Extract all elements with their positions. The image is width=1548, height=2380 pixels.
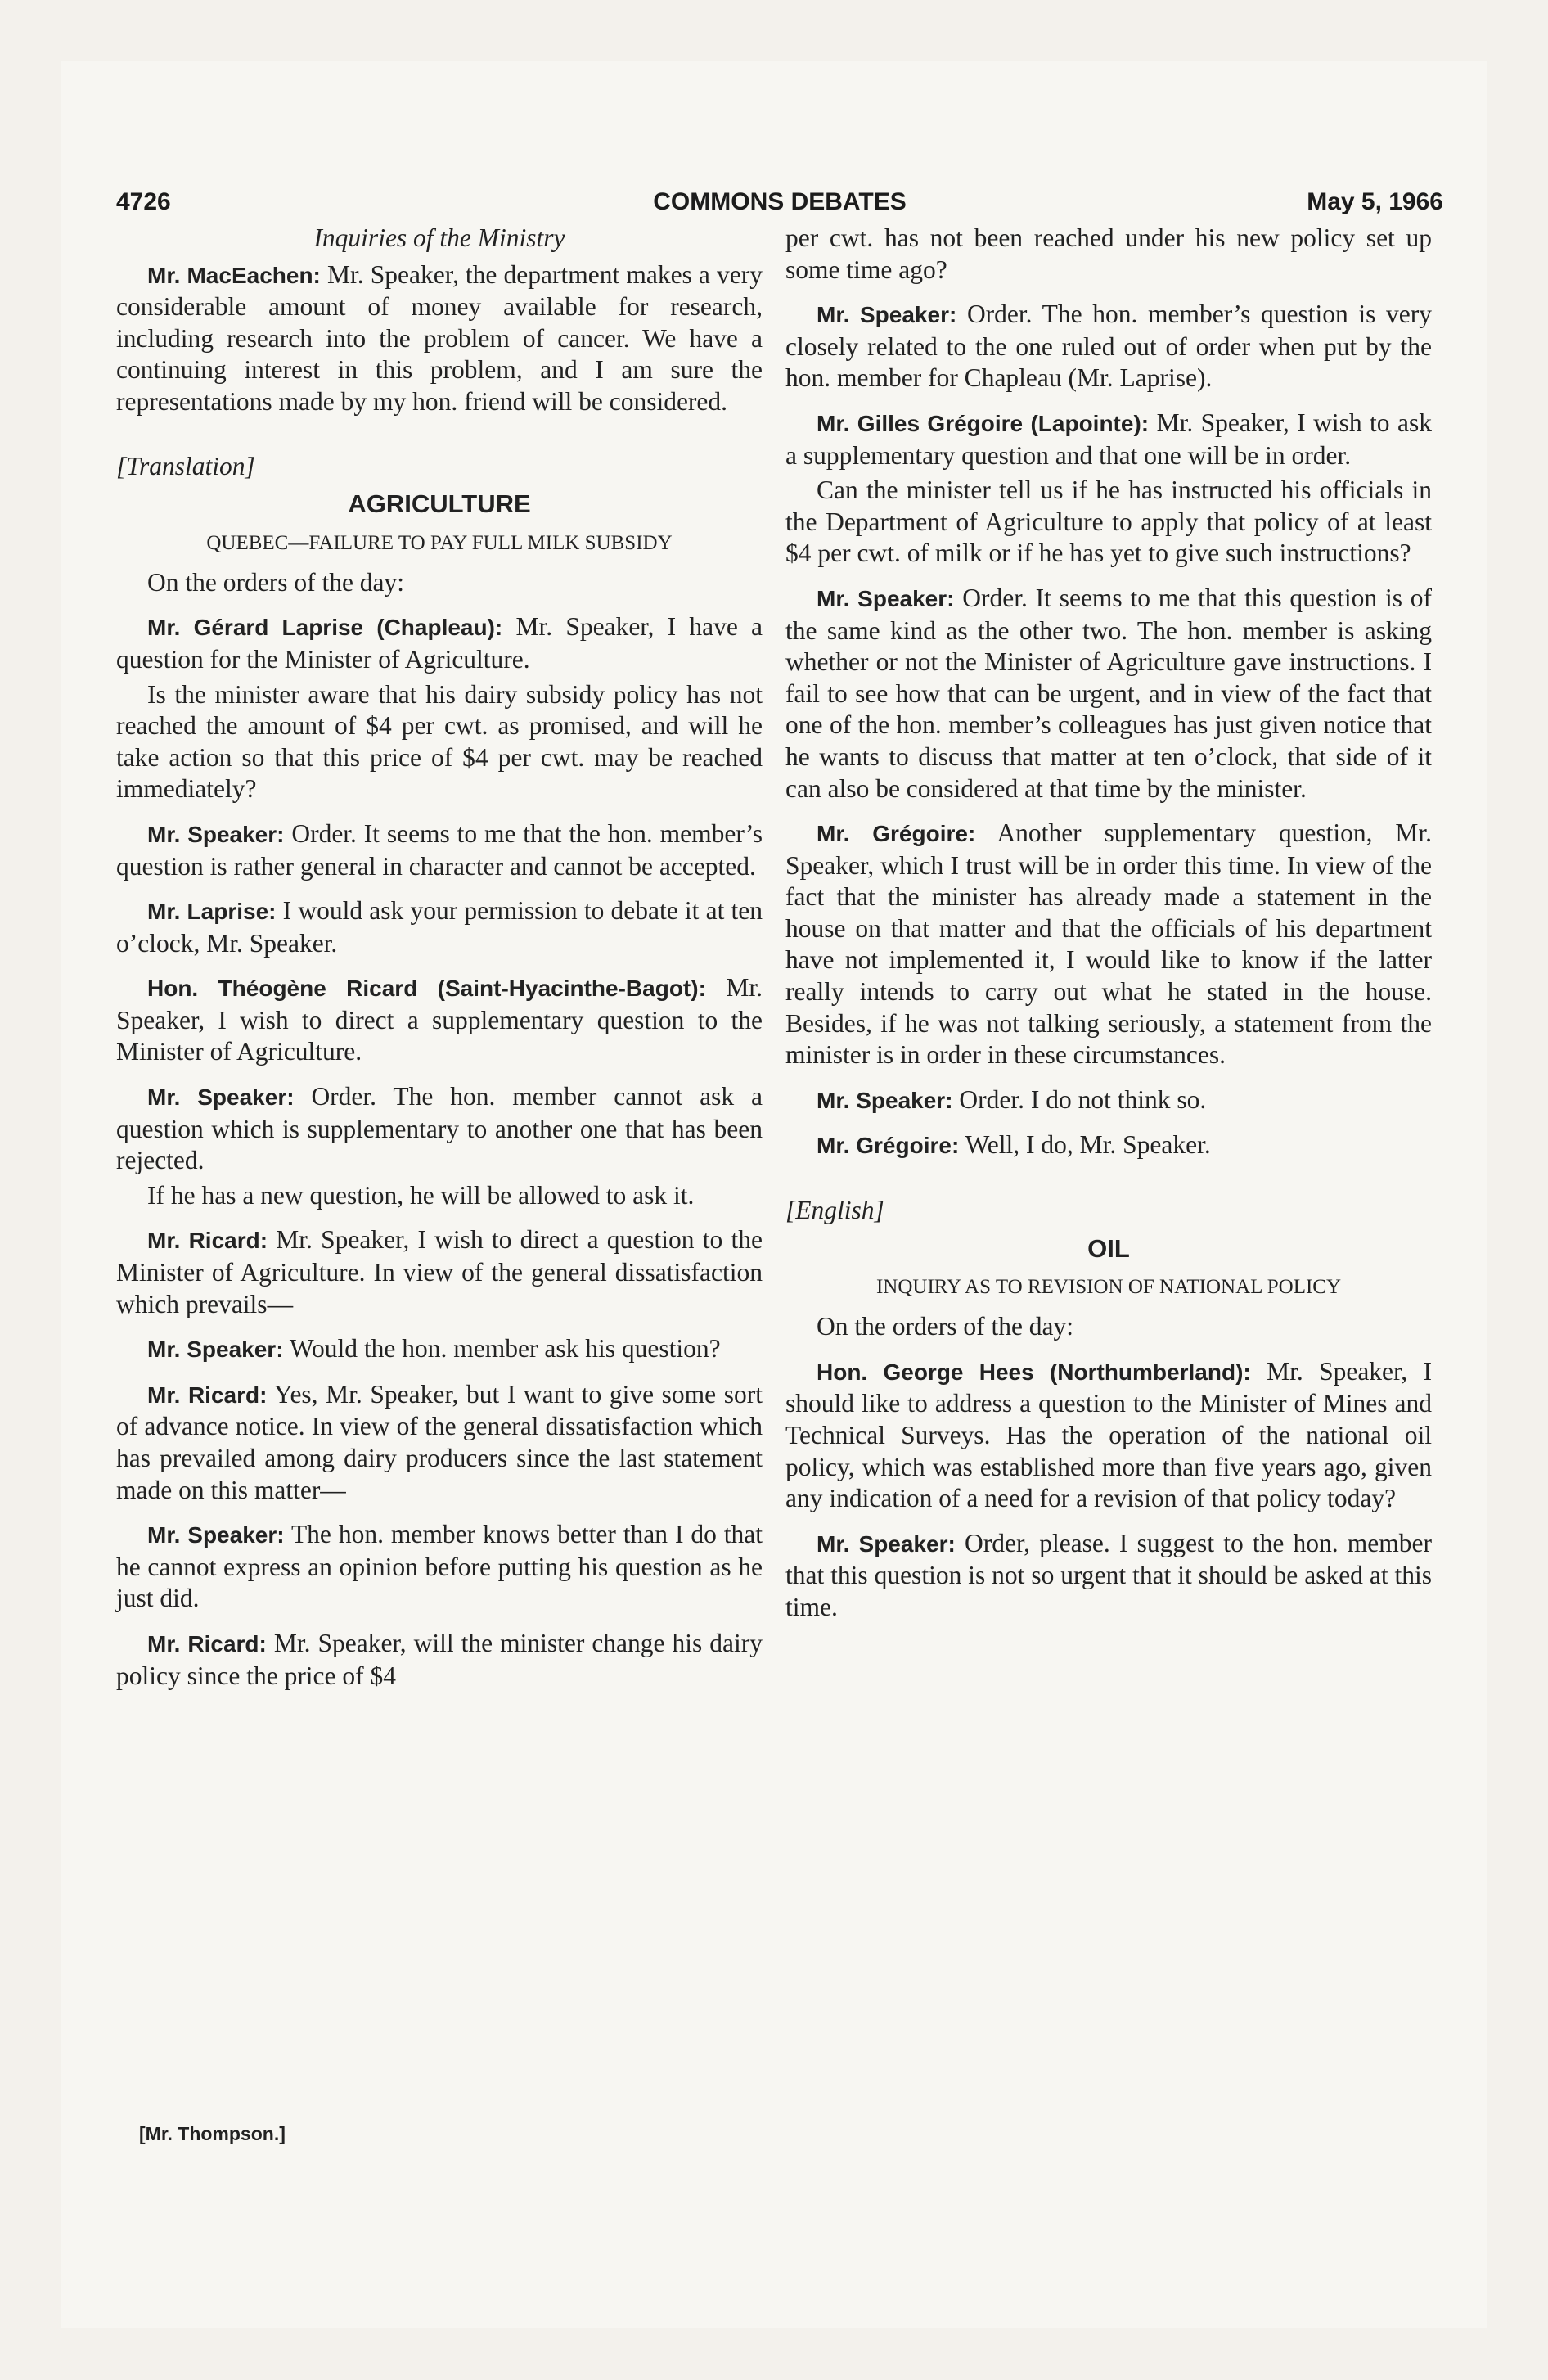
speech-paragraph [785, 223, 1432, 286]
speaker-name: Mr. Speaker: [147, 1084, 295, 1111]
speaker-name: Mr. Laprise: [147, 899, 277, 925]
section-subheading: INQUIRY AS TO REVISION OF NATIONAL POLICY [875, 1276, 1342, 1299]
speaker-name: Mr. MacEachen: [147, 262, 321, 288]
speech-text: Yes, Mr. Speaker, but I want to give some sort of advance notice. In view of the general dissatisfaction which has prevailed among dairy producers since the last statement made on this matter— [116, 1379, 763, 1504]
page-footer-speaker: [Mr. Thompson.] [139, 2123, 286, 2144]
speech-text: I would ask your permission to debate it at ten o’clock, Mr. Speaker. [116, 896, 763, 958]
issue-date: May 5, 1966 [1307, 188, 1443, 215]
speech-text: Mr. Speaker, I wish to ask a supplementary question and that one will be in order. [785, 408, 1432, 470]
speaker-name: Mr. Speaker: [817, 585, 955, 611]
speaker-name: Mr. Grégoire: [817, 821, 976, 847]
speech-text: Order. It seems to me that this question is of the same kind as the other two. The hon. member is asking whether or not the Minister of Agriculture gave instructions. I fail to see how that can be urgent, and in view of the fact that one of the hon. member’s colleagues has just given notice that he wants to discuss that matter at ten o’clock, that side of it can also be considered at that time by the minister. [785, 583, 1433, 803]
speech-text: Mr. Speaker, will the minister change his dairy policy since the price of $4 [116, 1628, 763, 1690]
speaker-name: Mr. Speaker: [147, 821, 285, 847]
speech-paragraph [116, 895, 763, 959]
speech-paragraph [785, 583, 1432, 805]
speech-paragraph [785, 1084, 1432, 1117]
speech-paragraph [116, 1081, 763, 1177]
speech-text: Is the minister aware that his dairy subsidy policy has not reached the amount of $4 per cwt. as promised, and will he take action so that this price of $4 per cwt. may be reached immediately? [116, 679, 763, 804]
speech-paragraph [116, 1379, 763, 1506]
publication-title: COMMONS DEBATES [653, 188, 907, 215]
speech-text: Another supplementary question, Mr. Speaker, which I trust will be in order this time. In view of the fact that the minister has already made a statement in the house on that matter and that the officials of his department have not implemented it, I would like to know if the latter really intends to carry out what he stated in the house. Besides, if he was not talking seriously, a statement from the minister is in order in these circumstances. [785, 818, 1433, 1070]
speech-paragraph [785, 1356, 1432, 1515]
speaker-name: Mr. Speaker: [147, 1522, 285, 1548]
speaker-name: Mr. Speaker: [817, 1530, 956, 1557]
speech-paragraph [785, 408, 1432, 471]
speaker-name: Mr. Speaker: [147, 1336, 284, 1363]
speaker-name: Mr. Speaker: [817, 1087, 953, 1113]
right-column [785, 223, 1432, 1637]
speech-paragraph [116, 818, 763, 882]
speech-paragraph [116, 679, 763, 805]
page-number: 4726 [116, 188, 171, 215]
section-title: OIL [1087, 1233, 1130, 1263]
speech-text: Mr. Speaker, I wish to direct a question to the Minister of Agriculture. In view of the general dissatisfaction which prevails— [116, 1225, 763, 1318]
speech-paragraph [785, 1528, 1432, 1624]
speech-text: If he has a new question, he will be allowed to ask it. [147, 1180, 695, 1210]
speech-paragraph [116, 1333, 763, 1366]
speech-text: Would the hon. member ask his question? [289, 1334, 721, 1364]
speech-paragraph [116, 611, 763, 675]
speech-text: Order, please. I suggest to the hon. member that this question is not so urgent that it should be asked at this time. [785, 1528, 1432, 1621]
speaker-name: Mr. Ricard: [147, 1630, 267, 1657]
section-subheading: QUEBEC—FAILURE TO PAY FULL MILK SUBSIDY [206, 531, 673, 554]
speech-paragraph [116, 1180, 763, 1212]
section-title: AGRICULTURE [348, 489, 531, 519]
running-head: Inquiries of the Ministry [313, 223, 565, 252]
speech-text: Order. The hon. member cannot ask a question which is supplementary to another one that has been rejected. [116, 1082, 763, 1175]
speaker-name: Mr. Speaker: [817, 302, 957, 328]
speaker-name: Mr. Ricard: [147, 1382, 268, 1408]
speech-paragraph [116, 1628, 763, 1692]
speech-text: Well, I do, Mr. Speaker. [965, 1130, 1211, 1160]
speaker-name: Mr. Gérard Laprise (Chapleau): [147, 615, 503, 641]
speech-paragraph [785, 475, 1432, 570]
speech-paragraph [116, 972, 763, 1068]
speech-text: Order. The hon. member’s question is very closely related to the one ruled out of order when put by the hon. member for Chapleau (Mr. Laprise). [785, 300, 1433, 393]
page-header [116, 188, 1443, 226]
speech-paragraph [785, 299, 1432, 394]
speaker-name: Mr. Ricard: [147, 1228, 268, 1254]
speaker-name: Mr. Gilles Grégoire (Lapointe): [817, 410, 1150, 436]
speech-text: The hon. member knows better than I do that he cannot express an opinion before putting his question as he just did. [116, 1520, 763, 1613]
speech-text: per cwt. has not been reached under his new policy set up some time ago? [785, 223, 1432, 284]
speech-paragraph [116, 259, 763, 418]
left-column [116, 223, 763, 1705]
speaker-name: Hon. Théogène Ricard (Saint-Hyacinthe-Bagot): [147, 976, 706, 1002]
speech-paragraph [785, 1129, 1432, 1162]
speech-text: Order. I do not think so. [959, 1084, 1207, 1114]
speaker-name: Hon. George Hees (Northumberland): [817, 1359, 1251, 1385]
orders-of-day: On the orders of the day: [817, 1312, 1074, 1341]
speech-paragraph [785, 818, 1432, 1071]
speech-text: Can the minister tell us if he has instructed his officials in the Department of Agriculture to apply that policy of at least $4 per cwt. of milk or if he has yet to give such instructions? [785, 476, 1432, 568]
speech-text: Mr. Speaker, the department makes a very considerable amount of money available for research, including research into the problem of cancer. We have a continuing interest in this problem, and I am sure the representations made by my hon. friend will be considered. [116, 259, 763, 416]
language-marker: [English] [785, 1196, 884, 1225]
language-marker: [Translation] [116, 451, 255, 480]
speech-text: Mr. Speaker, I wish to direct a supplementary question to the Minister of Agriculture. [116, 973, 763, 1066]
speech-text: Mr. Speaker, I have a question for the Minister of Agriculture. [116, 612, 763, 674]
speech-paragraph [116, 1224, 763, 1320]
speech-paragraph [116, 1519, 763, 1615]
speaker-name: Mr. Grégoire: [817, 1133, 960, 1159]
orders-of-day: On the orders of the day: [147, 567, 405, 597]
speech-text: Order. It seems to me that the hon. member’s question is rather general in character and cannot be accepted. [116, 818, 763, 881]
speech-text: Mr. Speaker, I should like to address a question to the Minister of Mines and Technical Surveys. Has the operation of the national oil policy, which was established more than five years ago, given any indication of a need for a revision of that policy today? [785, 1356, 1432, 1513]
